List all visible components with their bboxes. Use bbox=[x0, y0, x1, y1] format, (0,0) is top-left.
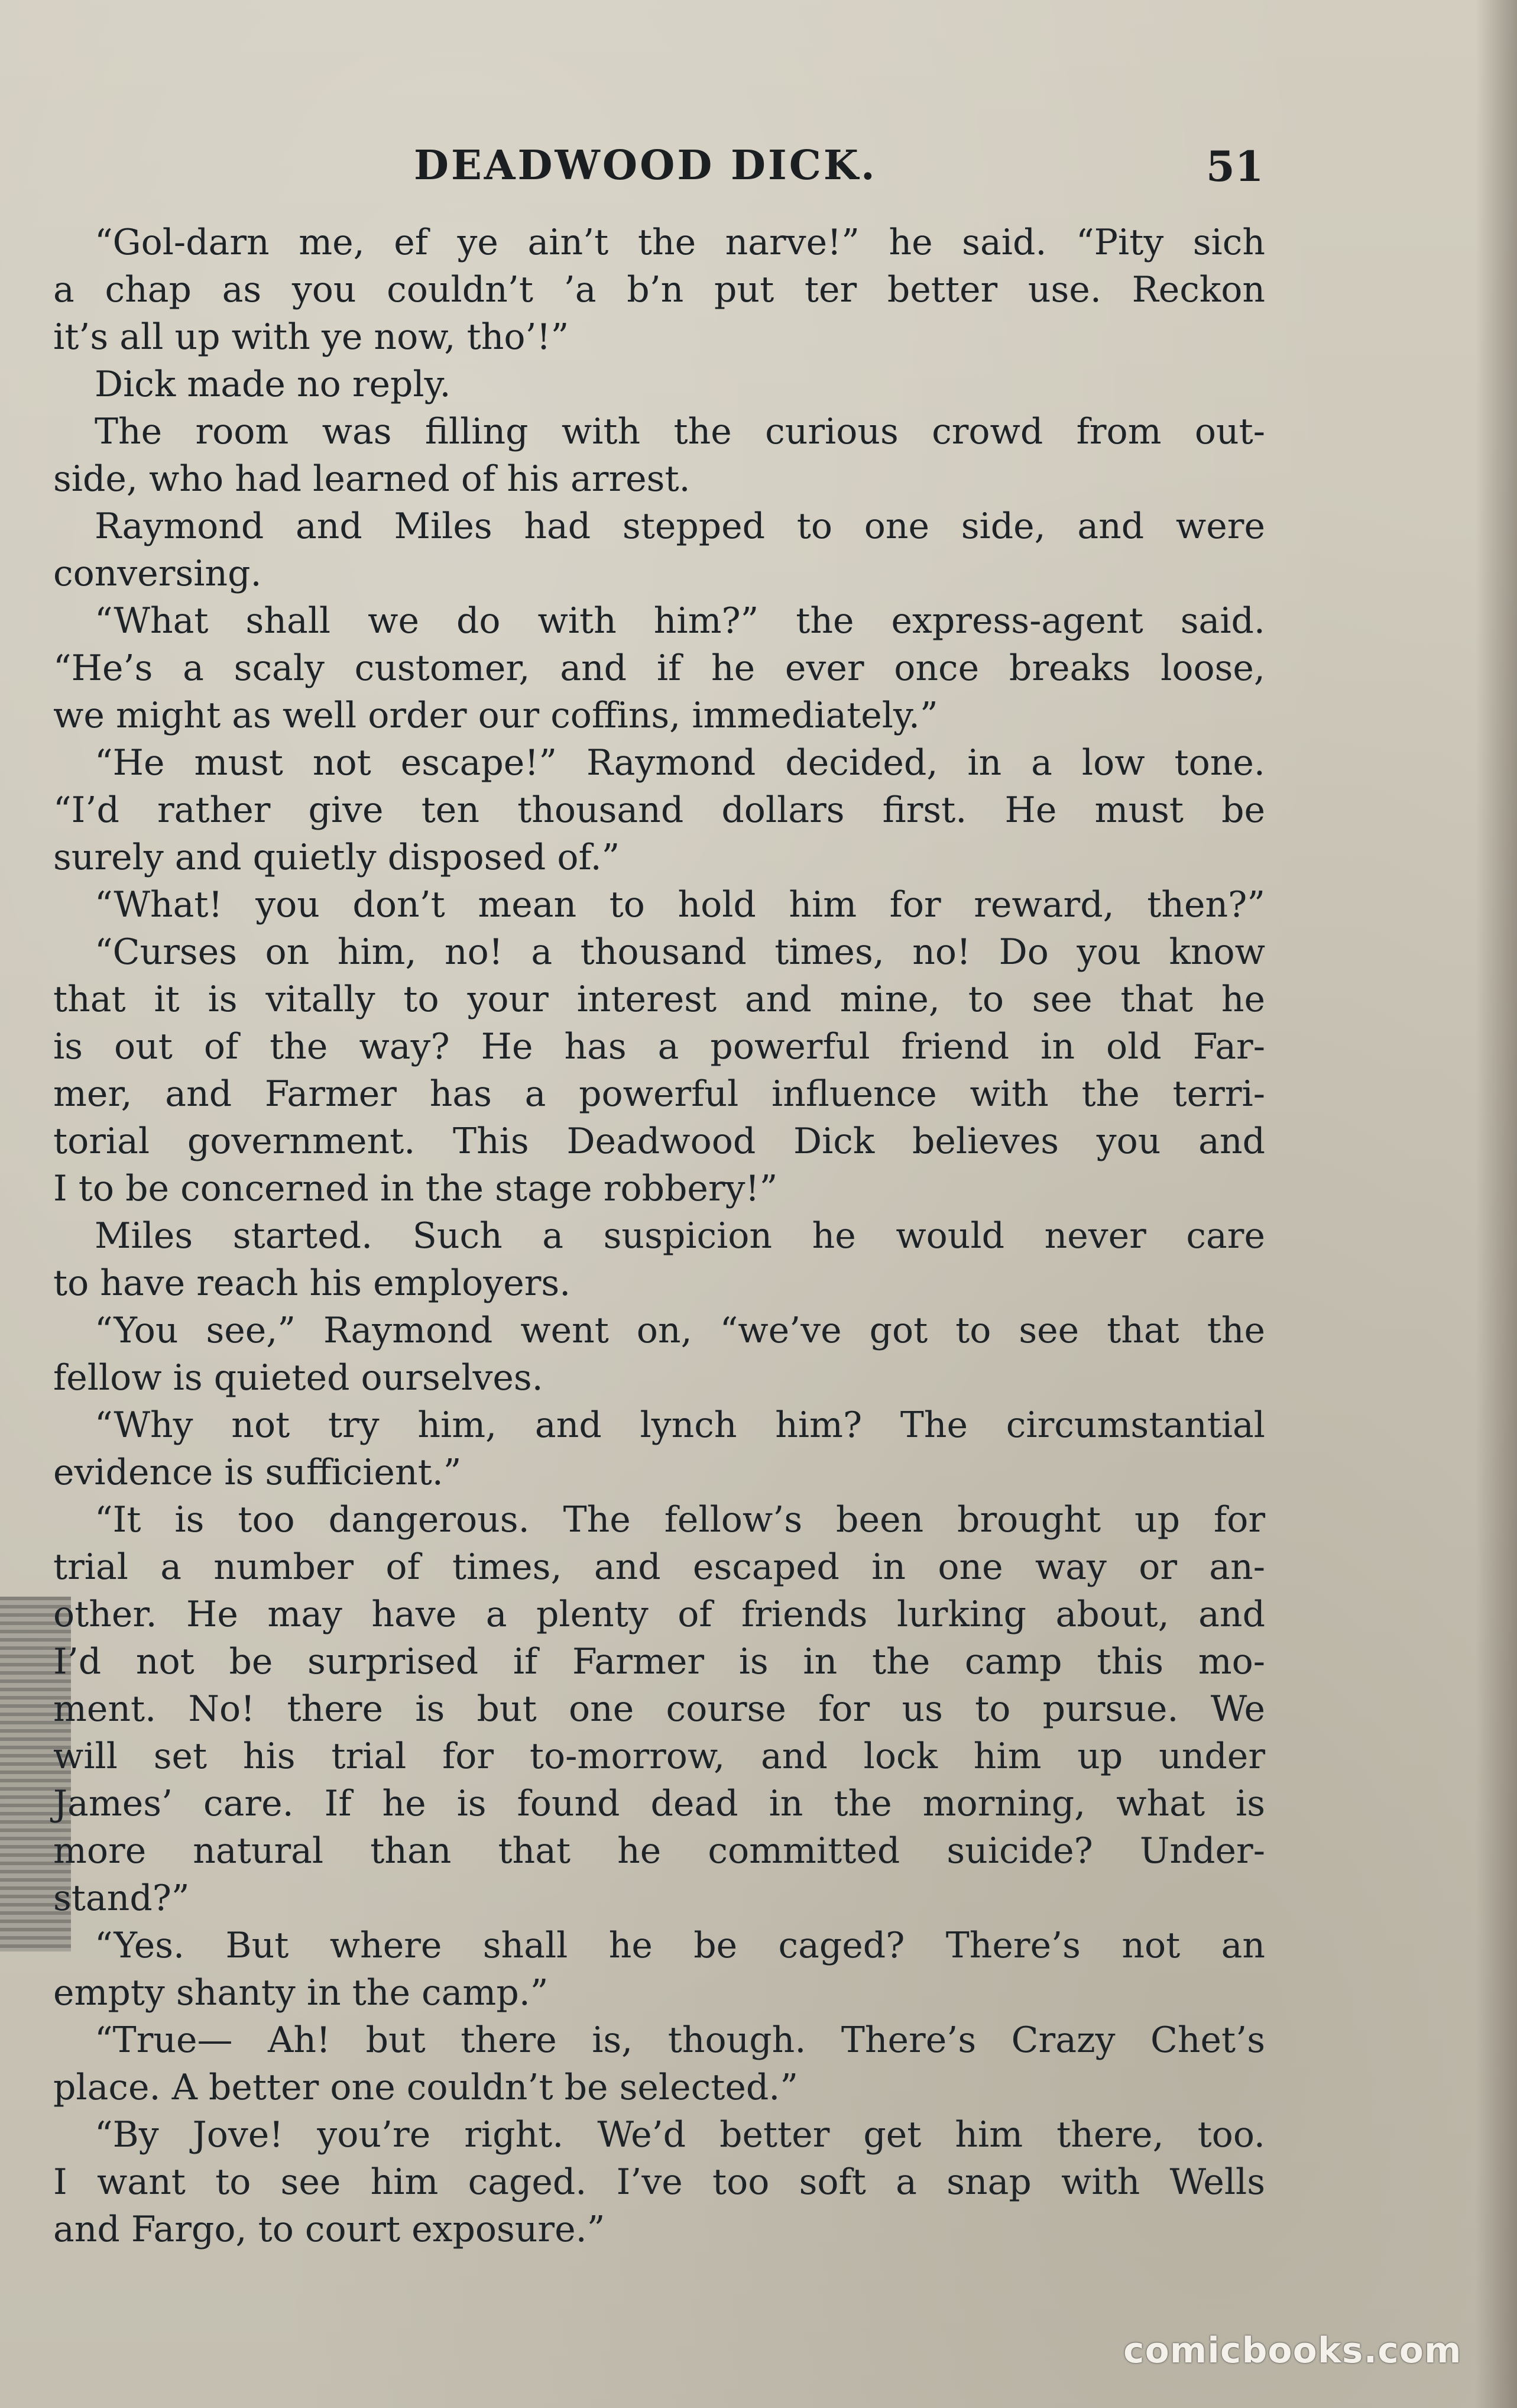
text-line: side, who had learned of his arrest. bbox=[53, 458, 691, 500]
text-line: Dick made no reply. bbox=[95, 364, 451, 405]
text-line: “Yes. But where shall he be caged? There’s not an bbox=[95, 1925, 1265, 1966]
text-line: “Curses on him, no! a thousand times, no! Do you know bbox=[95, 931, 1265, 973]
body-text bbox=[53, 219, 1265, 2253]
text-line: “He must not escape!” Raymond decided, in a low tone. bbox=[95, 742, 1265, 784]
page-number: 51 bbox=[1206, 142, 1264, 191]
text-line: it’s all up with ye now, tho’!” bbox=[53, 316, 569, 358]
text-line: “He’s a scaly customer, and if he ever once breaks loose, bbox=[53, 648, 1265, 689]
text-line: Miles started. Such a suspicion he would never care bbox=[95, 1215, 1265, 1257]
text-line: I’d not be surprised if Farmer is in the camp this mo- bbox=[53, 1641, 1265, 1682]
text-line: trial a number of times, and escaped in one way or an- bbox=[53, 1546, 1265, 1588]
text-line: mer, and Farmer has a powerful influence with the terri- bbox=[53, 1073, 1265, 1115]
text-line: evidence is sufficient.” bbox=[53, 1452, 462, 1493]
text-line: is out of the way? He has a powerful friend in old Far- bbox=[53, 1026, 1265, 1067]
text-line: I want to see him caged. I’ve too soft a snap with Wells bbox=[53, 2161, 1265, 2203]
text-line: I to be concerned in the stage robbery!” bbox=[53, 1168, 778, 1209]
text-line: “True— Ah! but there is, though. There’s Crazy Chet’s bbox=[95, 2019, 1265, 2061]
text-line: we might as well order our coffins, immediately.” bbox=[53, 695, 938, 736]
running-head: DEADWOOD DICK. bbox=[414, 142, 877, 189]
text-line: a chap as you couldn’t ’a b’n put ter better use. Reckon bbox=[53, 269, 1265, 310]
text-line: will set his trial for to-morrow, and lock him up under bbox=[53, 1736, 1265, 1777]
text-line: “You see,” Raymond went on, “we’ve got to see that the bbox=[95, 1310, 1265, 1351]
text-line: and Fargo, to court exposure.” bbox=[53, 2209, 605, 2250]
text-line: “It is too dangerous. The fellow’s been brought up for bbox=[95, 1499, 1265, 1540]
text-line: ment. No! there is but one course for us to pursue. We bbox=[53, 1688, 1265, 1730]
text-line: Raymond and Miles had stepped to one side, and were bbox=[95, 506, 1265, 547]
page-header bbox=[0, 142, 1517, 195]
text-line: that it is vitally to your interest and mine, to see that he bbox=[53, 979, 1265, 1020]
text-line: surely and quietly disposed of.” bbox=[53, 837, 620, 878]
text-line: torial government. This Deadwood Dick believes you and bbox=[53, 1121, 1265, 1162]
text-line: other. He may have a plenty of friends lurking about, and bbox=[53, 1594, 1265, 1635]
text-line: place. A better one couldn’t be selected.” bbox=[53, 2067, 798, 2108]
text-line: “What! you don’t mean to hold him for reward, then?” bbox=[95, 884, 1265, 925]
text-line: stand?” bbox=[53, 1878, 190, 1919]
text-line: James’ care. If he is found dead in the morning, what is bbox=[53, 1783, 1265, 1824]
text-line: “By Jove! you’re right. We’d better get him there, too. bbox=[95, 2114, 1265, 2155]
text-line: The room was filling with the curious crowd from out- bbox=[95, 411, 1265, 452]
text-line: “Gol-darn me, ef ye ain’t the narve!” he said. “Pity sich bbox=[95, 222, 1265, 263]
text-line: conversing. bbox=[53, 553, 262, 594]
page-edge-shadow bbox=[1476, 0, 1517, 2408]
text-line: more natural than that he committed suicide? Under- bbox=[53, 1830, 1265, 1872]
text-line: “I’d rather give ten thousand dollars first. He must be bbox=[53, 789, 1265, 831]
text-line: fellow is quieted ourselves. bbox=[53, 1357, 543, 1399]
text-line: “Why not try him, and lynch him? The circumstantial bbox=[95, 1404, 1265, 1446]
watermark: comicbooks.com bbox=[1123, 2330, 1462, 2371]
text-line: to have reach his employers. bbox=[53, 1263, 571, 1304]
text-line: empty shanty in the camp.” bbox=[53, 1972, 549, 2014]
text-line: “What shall we do with him?” the express-agent said. bbox=[95, 600, 1265, 642]
